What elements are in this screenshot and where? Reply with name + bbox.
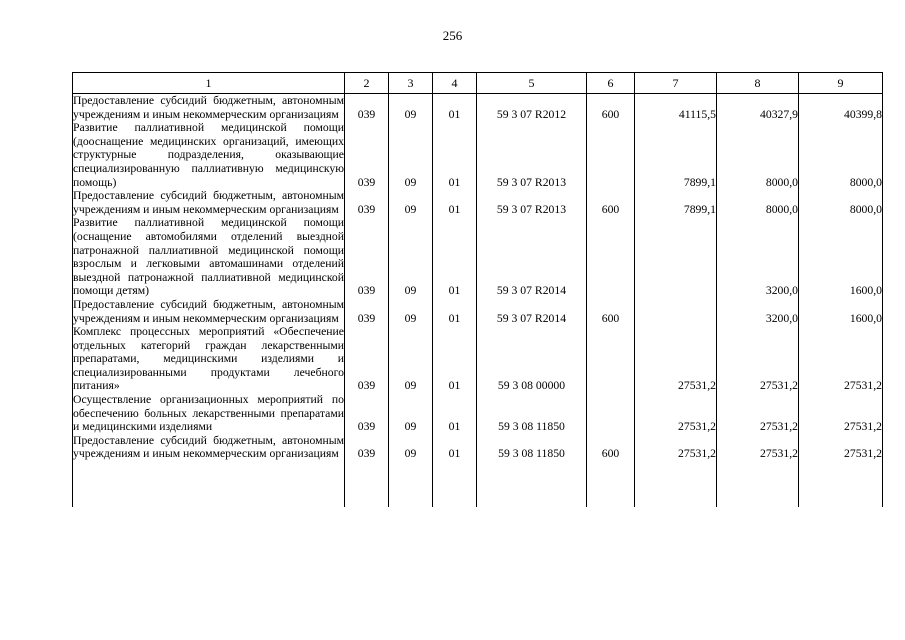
filler-cell <box>799 461 883 507</box>
row-description: Развитие паллиативной медицинской помощи (дооснащение медицинских организаций, имеющих структурные подразделения, оказывающие специализированную паллиативную медицинскую помощь) <box>73 121 344 189</box>
row-subsection: 01 <box>433 325 477 393</box>
row-section: 09 <box>389 393 433 434</box>
budget-table <box>72 72 883 507</box>
row-amount-year2: 27531,2 <box>717 393 799 434</box>
row-expense-type <box>587 393 635 434</box>
row-description: Предоставление субсидий бюджетным, автономным учреждениям и иным некоммерческим организациям <box>73 189 344 216</box>
row-target-code: 59 3 07 R2013 <box>477 121 587 189</box>
row-description: Предоставление субсидий бюджетным, автономным учреждениям и иным некоммерческим организациям <box>73 433 344 461</box>
row-description: Комплекс процессных мероприятий «Обеспечение отдельных категорий граждан лекарственными препаратами, медицинскими изделиями и специализированными продуктами лечебного питания» <box>73 325 344 393</box>
column-header-8: 8 <box>717 73 799 94</box>
row-amount-year2: 27531,2 <box>717 325 799 393</box>
filler-cell <box>587 461 635 507</box>
filler-cell <box>345 461 389 507</box>
row-amount-year1: 27531,2 <box>635 325 717 393</box>
row-amount-year3: 40399,8 <box>799 94 883 122</box>
row-amount-year2: 8000,0 <box>717 121 799 189</box>
row-section: 09 <box>389 434 433 461</box>
row-amount-year3: 1600,0 <box>799 298 883 325</box>
row-description: Развитие паллиативной медицинской помощи (оснащение автомобилями отделений выездной патронажной паллиативной медицинской помощи взрослым и легковыми автомашинами отделений выездной патронажной паллиативной медицинской помощи детям) <box>73 216 344 298</box>
row-amount-year3: 1600,0 <box>799 216 883 298</box>
filler-cell <box>73 461 345 507</box>
table-body <box>73 94 883 508</box>
table-row <box>73 393 883 434</box>
filler-cell <box>635 461 717 507</box>
row-expense-type <box>587 121 635 189</box>
row-subsection: 01 <box>433 216 477 298</box>
column-header-3: 3 <box>389 73 433 94</box>
column-header-9: 9 <box>799 73 883 94</box>
row-chapter: 039 <box>345 216 389 298</box>
table-row <box>73 216 883 298</box>
row-target-code: 59 3 07 R2014 <box>477 298 587 325</box>
row-section: 09 <box>389 325 433 393</box>
row-section: 09 <box>389 121 433 189</box>
row-chapter: 039 <box>345 325 389 393</box>
row-expense-type: 600 <box>587 94 635 122</box>
column-header-1: 1 <box>73 73 345 94</box>
row-amount-year3: 27531,2 <box>799 434 883 461</box>
table-row <box>73 94 883 122</box>
row-target-code: 59 3 08 11850 <box>477 434 587 461</box>
row-subsection: 01 <box>433 298 477 325</box>
row-target-code: 59 3 08 11850 <box>477 393 587 434</box>
row-amount-year3: 27531,2 <box>799 393 883 434</box>
row-subsection: 01 <box>433 189 477 216</box>
row-target-code: 59 3 07 R2012 <box>477 94 587 122</box>
table-row <box>73 298 883 325</box>
filler-cell <box>433 461 477 507</box>
column-header-5: 5 <box>477 73 587 94</box>
row-description: Предоставление субсидий бюджетным, автономным учреждениям и иным некоммерческим организациям <box>73 94 344 121</box>
row-chapter: 039 <box>345 298 389 325</box>
row-amount-year1 <box>635 216 717 298</box>
table-row <box>73 121 883 189</box>
row-description: Осуществление организационных мероприятий по обеспечению больных лекарственными препаратами и медицинскими изделиями <box>73 393 344 434</box>
row-subsection: 01 <box>433 121 477 189</box>
table-row <box>73 189 883 216</box>
row-amount-year2: 40327,9 <box>717 94 799 122</box>
table-row <box>73 325 883 393</box>
row-section: 09 <box>389 189 433 216</box>
row-section: 09 <box>389 94 433 122</box>
row-amount-year1: 7899,1 <box>635 121 717 189</box>
row-amount-year1: 7899,1 <box>635 189 717 216</box>
row-chapter: 039 <box>345 393 389 434</box>
budget-table-container <box>72 72 882 507</box>
column-header-6: 6 <box>587 73 635 94</box>
filler-cell <box>389 461 433 507</box>
row-target-code: 59 3 07 R2014 <box>477 216 587 298</box>
row-amount-year1 <box>635 298 717 325</box>
row-amount-year1: 27531,2 <box>635 393 717 434</box>
row-chapter: 039 <box>345 94 389 122</box>
column-header-2: 2 <box>345 73 389 94</box>
row-expense-type: 600 <box>587 434 635 461</box>
row-amount-year2: 8000,0 <box>717 189 799 216</box>
row-amount-year2: 3200,0 <box>717 298 799 325</box>
page-number: 256 <box>442 28 463 43</box>
row-subsection: 01 <box>433 393 477 434</box>
table-row <box>73 434 883 461</box>
row-amount-year3: 27531,2 <box>799 325 883 393</box>
row-subsection: 01 <box>433 434 477 461</box>
table-header-row <box>73 73 883 94</box>
table-bottom-filler <box>73 461 883 507</box>
row-amount-year2: 3200,0 <box>717 216 799 298</box>
row-section: 09 <box>389 216 433 298</box>
row-amount-year1: 27531,2 <box>635 434 717 461</box>
row-expense-type: 600 <box>587 298 635 325</box>
row-subsection: 01 <box>433 94 477 122</box>
row-expense-type <box>587 325 635 393</box>
row-expense-type: 600 <box>587 189 635 216</box>
column-header-4: 4 <box>433 73 477 94</box>
row-chapter: 039 <box>345 189 389 216</box>
filler-cell <box>477 461 587 507</box>
row-chapter: 039 <box>345 434 389 461</box>
row-amount-year2: 27531,2 <box>717 434 799 461</box>
row-description: Предоставление субсидий бюджетным, автономным учреждениям и иным некоммерческим организациям <box>73 297 344 325</box>
row-target-code: 59 3 07 R2013 <box>477 189 587 216</box>
row-chapter: 039 <box>345 121 389 189</box>
row-section: 09 <box>389 298 433 325</box>
row-amount-year1: 41115,5 <box>635 94 717 122</box>
row-target-code: 59 3 08 00000 <box>477 325 587 393</box>
filler-cell <box>717 461 799 507</box>
row-amount-year3: 8000,0 <box>799 189 883 216</box>
column-header-7: 7 <box>635 73 717 94</box>
table-header <box>73 73 883 94</box>
row-amount-year3: 8000,0 <box>799 121 883 189</box>
row-expense-type <box>587 216 635 298</box>
